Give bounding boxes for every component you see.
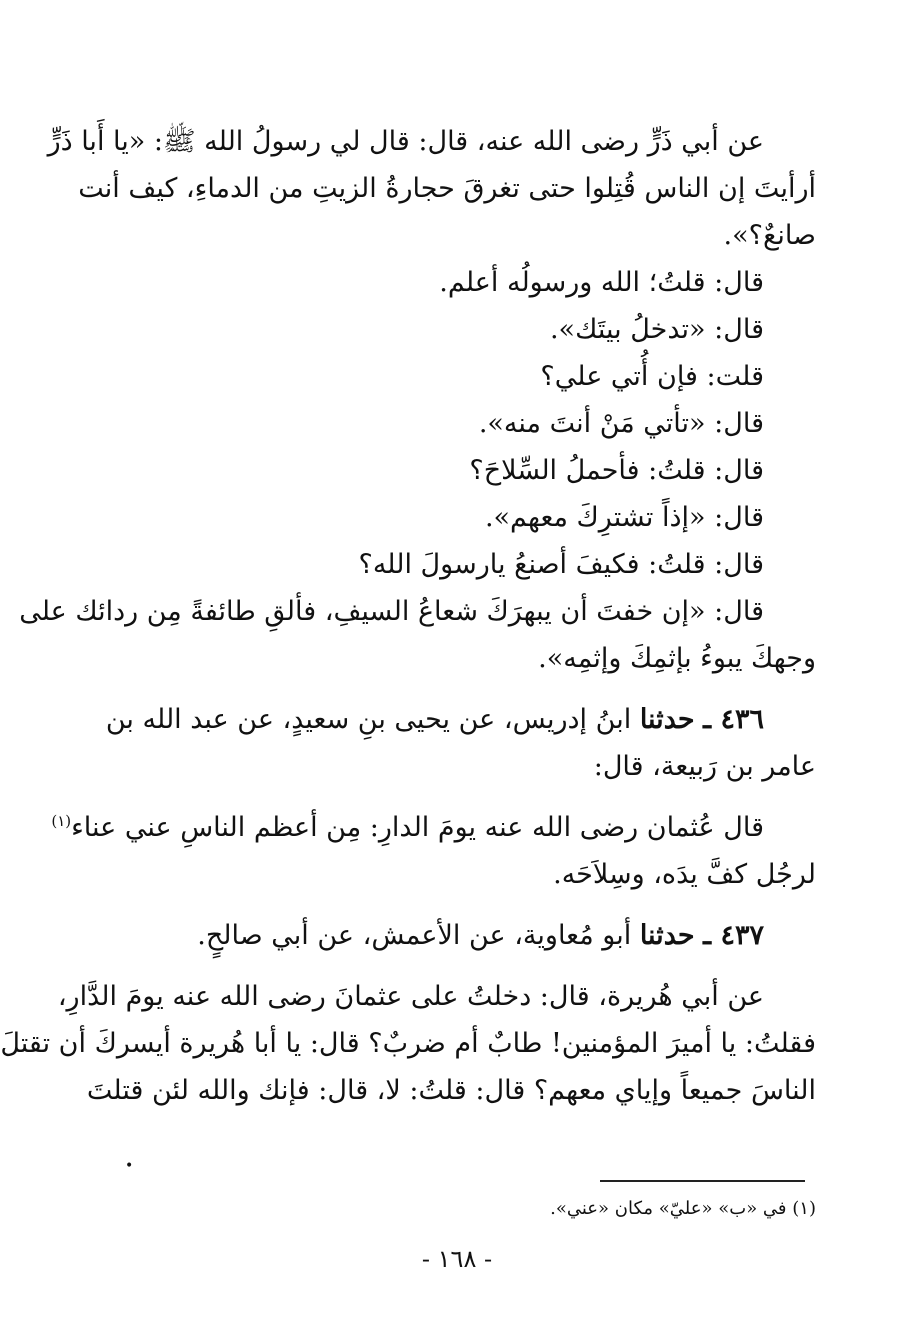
text-line: عن أبي ذَرٍّ رضى الله عنه، قال: قال لي رسولُ الله ﷺ: «يا أَبا ذَرٍّ (47, 126, 764, 157)
text-line: عن أبي هُريرة، قال: دخلتُ على عثمانَ رضى الله عنه يومَ الدَّارِ، (57, 981, 764, 1012)
footnote-divider (600, 1180, 805, 1182)
hadith-number: ٤٣٧ ـ (703, 920, 764, 951)
page-number: - ١٦٨ - (421, 1245, 493, 1273)
text-line (51, 804, 816, 851)
text-span: قال عُثمان رضى الله عنه يومَ الدارِ: مِن أعظم الناسِ عني عناء (71, 812, 764, 843)
isnad-text: ابنُ إدريس، عن يحيى بنِ سعيدٍ، عن عبد الله بن (105, 704, 632, 735)
haddathana-word: حدثنا (639, 920, 695, 951)
text-line: فقلتُ: يا أميرَ المؤمنين! طابٌ أم ضربٌ؟ قال: يا أبا هُريرة أيسركَ أن تقتلَ (0, 1028, 816, 1059)
main-text (0, 118, 816, 1114)
text-line: قال: «تأتي مَنْ أنتَ منه». (478, 408, 764, 439)
text-line: قال: «إن خفتَ أن يبهرَكَ شعاعُ السيفِ، فألقِ طائفةً مِن ردائك على (19, 596, 764, 627)
text-line: قال: قلتُ: فأحملُ السِّلاحَ؟ (469, 455, 764, 486)
text-line: الناسَ جميعاً وإياي معهم؟ قال: قلتُ: لا، قال: فإنك والله لئن قتلتَ (86, 1075, 816, 1106)
text-line: قال: قلتُ؛ الله ورسولُه أعلم. (439, 267, 764, 298)
text-line: قلت: فإن أُتي علي؟ (540, 361, 764, 392)
text-line: قال: «تدخلُ بيتَك». (549, 314, 764, 345)
hadith-437-heading (100, 912, 816, 959)
hadith-number: ٤٣٦ ـ (703, 704, 764, 735)
haddathana-word: حدثنا (639, 704, 695, 735)
text-line: عامر بن رَبيعة، قال: (593, 751, 816, 782)
text-line: قال: «إذاً تشترِكَ معهم». (484, 502, 764, 533)
isnad-text: أبو مُعاوية، عن الأعمش، عن أبي صالحٍ. (197, 920, 632, 951)
text-line: وجهكَ يبوءُ بإثمِكَ وإثمِه». (538, 643, 816, 674)
footnote-marker: (١) (51, 812, 72, 830)
text-line: لرجُل كفَّ يدَه، وسِلاَحَه. (553, 859, 816, 890)
text-line: أرأيتَ إن الناس قُتِلوا حتى تغرقَ حجارةُ الزيتِ من الدماءِ، كيف أنت (78, 173, 816, 204)
hadith-436-heading (100, 696, 816, 743)
text-line: صانعٌ؟». (723, 220, 816, 251)
text-line: قال: قلتُ: فكيفَ أصنعُ يارسولَ الله؟ (358, 549, 764, 580)
footnote: (١) في «ب» «عليّ» مكان «عني». (550, 1198, 816, 1219)
stray-mark: • (125, 1158, 134, 1174)
